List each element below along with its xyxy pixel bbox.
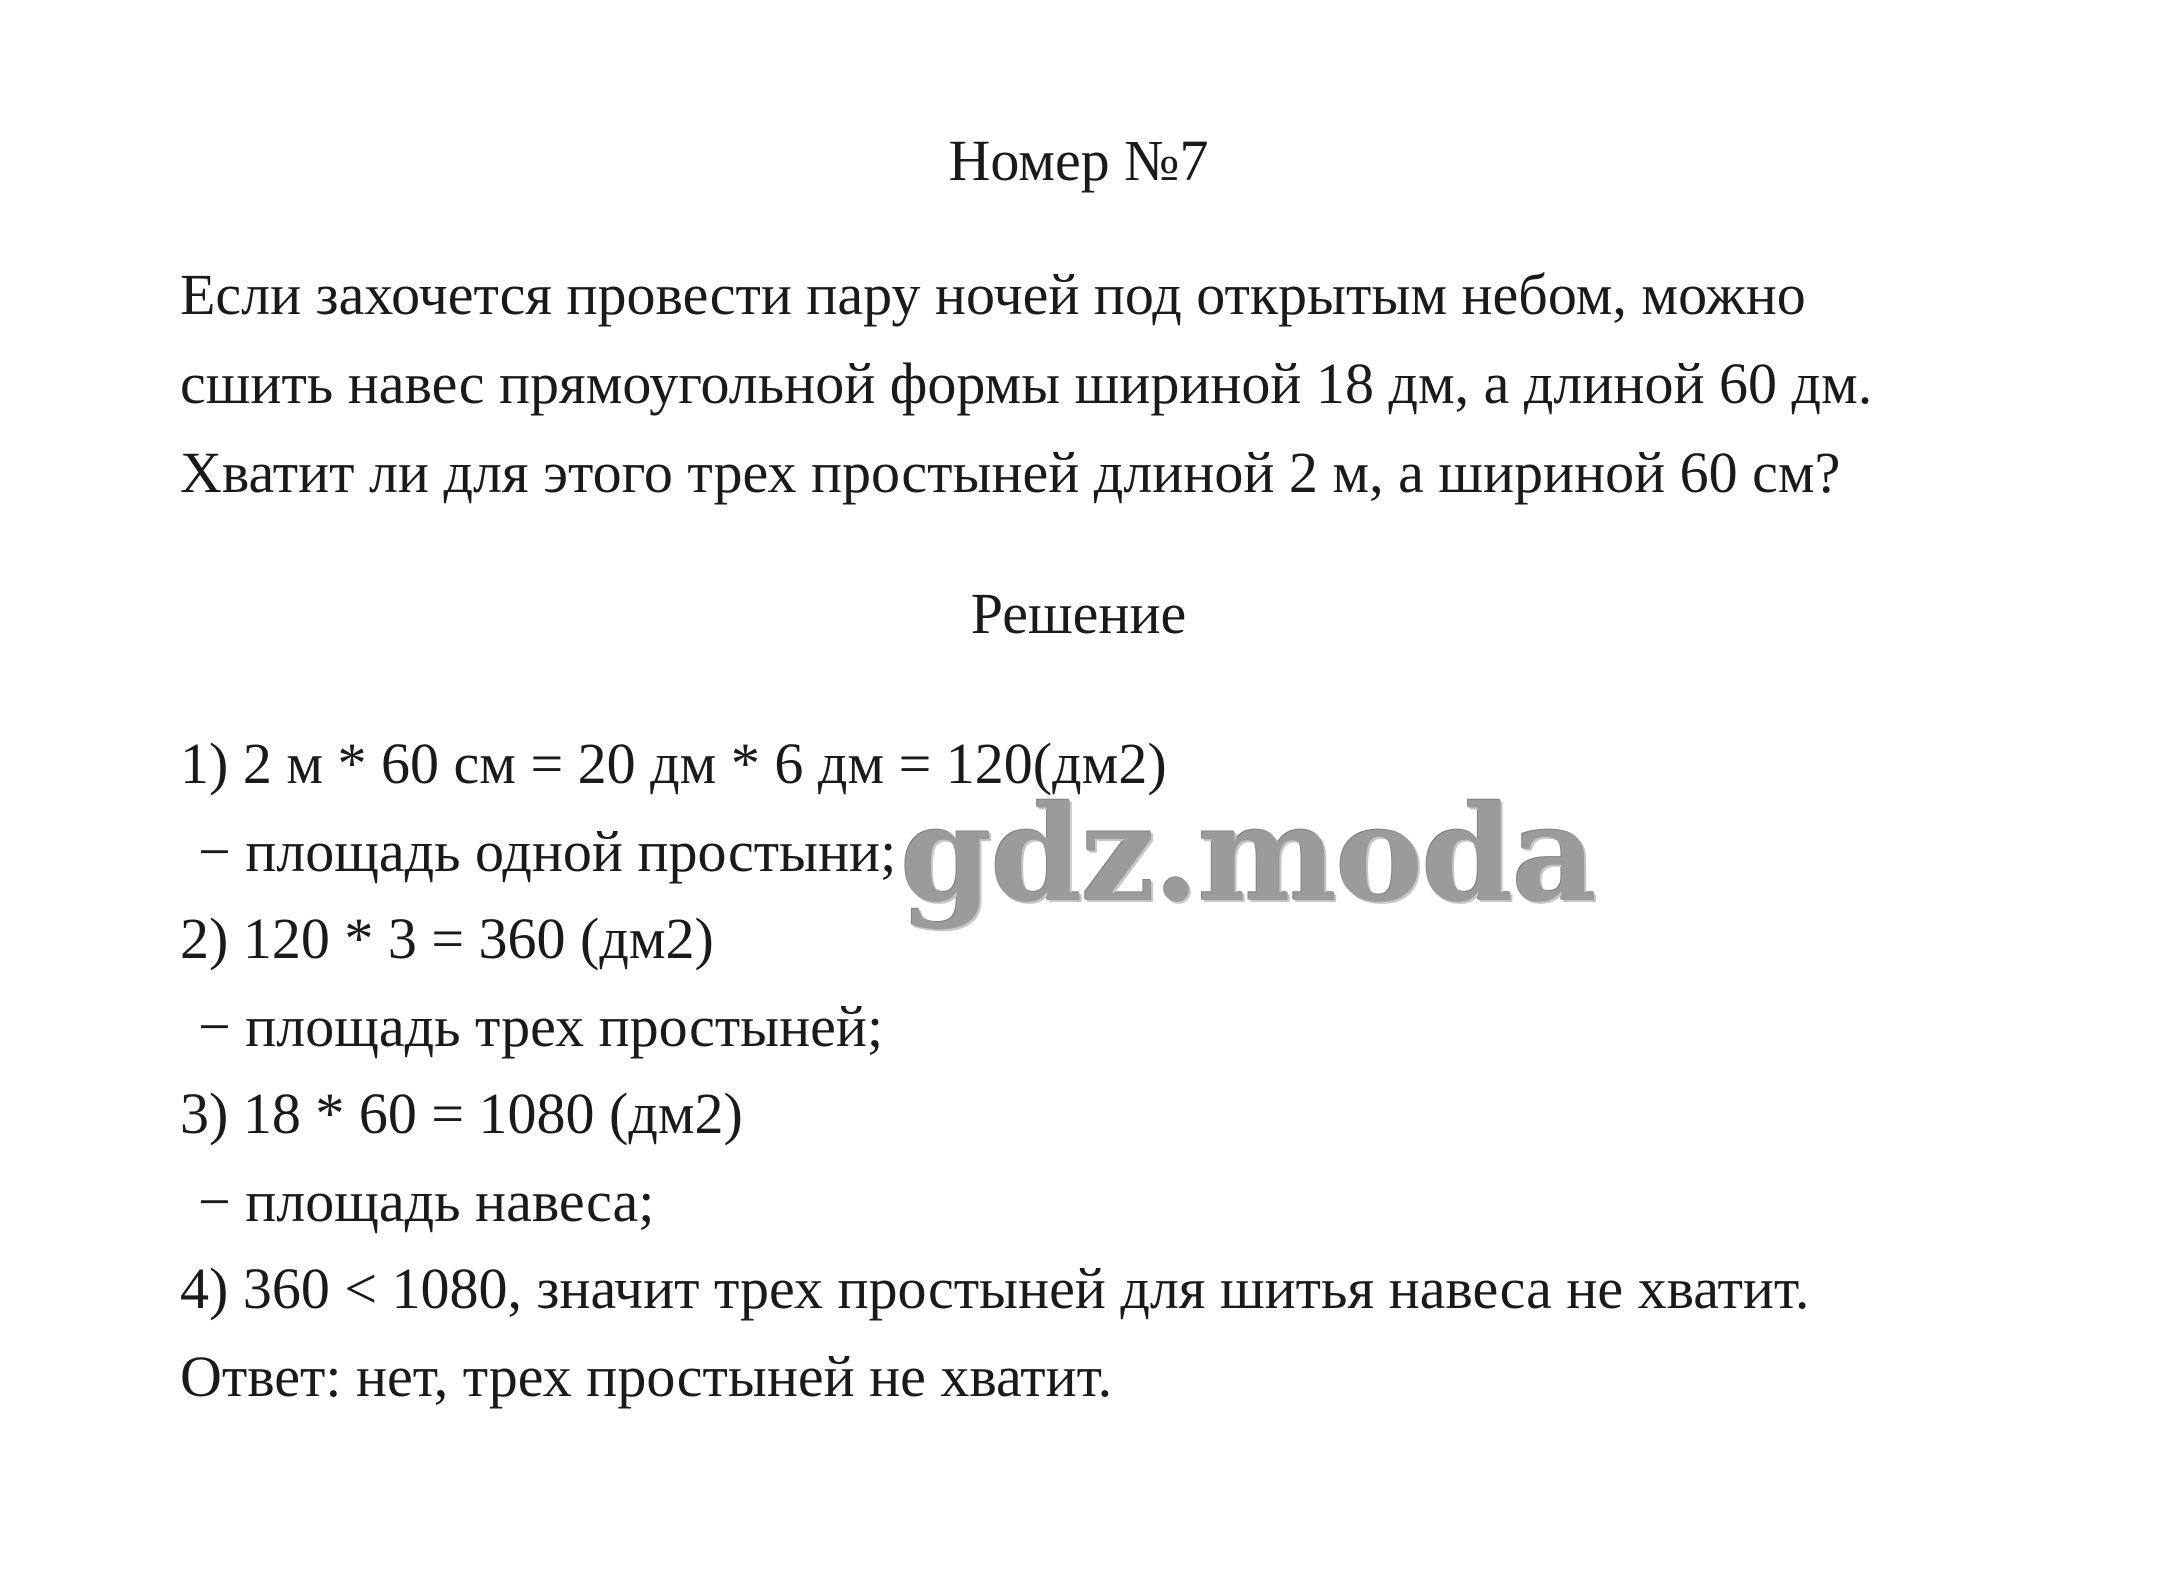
solution-step-2-note: − площадь трех простыней;	[198, 993, 884, 1059]
problem-statement	[180, 250, 2080, 517]
solution-heading: Решение	[970, 581, 1187, 646]
solution-step-1: 1) 2 м * 60 см = 20 дм * 6 дм = 120(дм2)	[180, 731, 1167, 796]
problem-line: сшить навес прямоугольной формы шириной 18 дм, а длиной 60 дм.	[180, 351, 1873, 416]
solution-step-1-note: − площадь одной простыни;	[198, 818, 897, 884]
solution-step-3: 3) 18 * 60 = 1080 (дм2)	[180, 1081, 743, 1146]
solution-step-4: 4) 360 < 1080, значит трех простыней для шитья навеса не хватит.	[180, 1256, 1810, 1321]
problem-line: Если захочется провести пару ночей под открытым небом, можно	[180, 262, 1806, 327]
problem-line: Хватит ли для этого трех простыней длиной 2 м, а шириной 60 см?	[180, 440, 1841, 505]
watermark-logo: gdz.moda	[900, 777, 1596, 932]
solution-step-3-note: − площадь навеса;	[198, 1168, 655, 1234]
solution-step-2: 2) 120 * 3 = 360 (дм2)	[180, 906, 714, 971]
answer-line: Ответ: нет, трех простыней не хватит.	[180, 1343, 1113, 1409]
page-title: Номер №7	[948, 128, 1209, 193]
